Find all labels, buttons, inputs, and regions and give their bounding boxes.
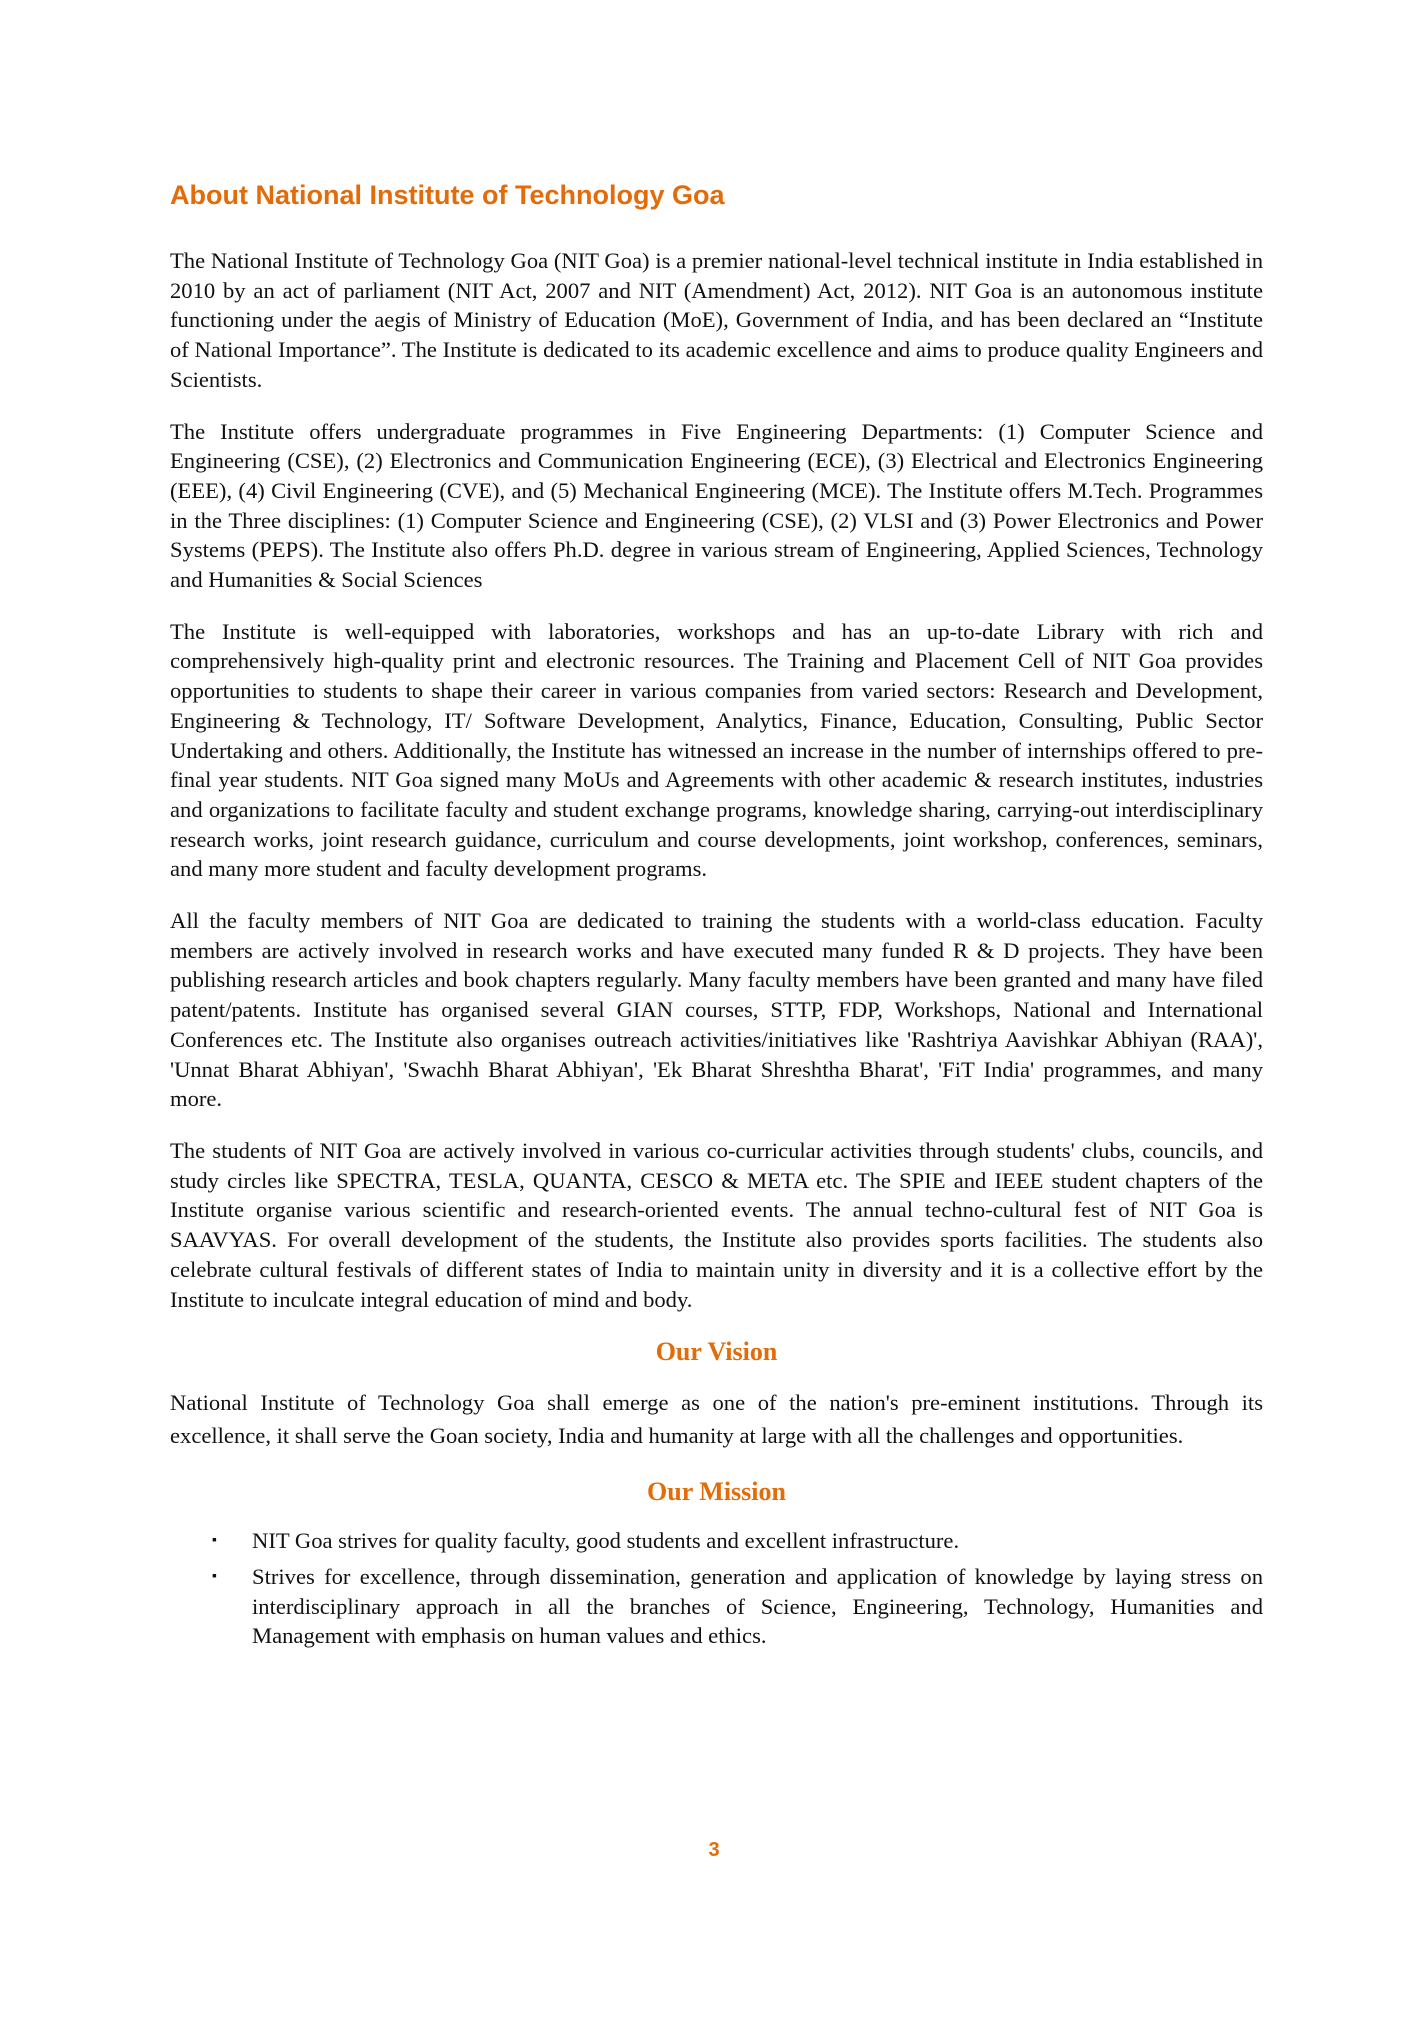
faculty-paragraph: All the faculty members of NIT Goa are dedicated to training the students with a world-class education. Faculty members are actively involved in research works and have executed many funded R & D projects. They have been publishing research articles and book chapters regularly. Many faculty members have been granted and many have filed patent/patents. Institute has organised several GIAN courses, STTP, FDP, Workshops, National and International Conferences etc. The Institute also organises outreach activities/initiatives like 'Rashtriya Aavishkar Abhiyan (RAA)', 'Unnat Bharat Abhiyan', 'Swachh Bharat Abhiyan', 'Ek Bharat Shreshtha Bharat', 'FiT India' programmes, and many more. [170, 908, 1263, 1112]
vision-text: National Institute of Technology Goa shall emerge as one of the nation's pre-eminent institutions. Through its excellence, it shall serve the Goan society, India and humanity at large with all the challenges and opportunities. [170, 1390, 1263, 1449]
facilities-paragraph: The Institute is well-equipped with laboratories, workshops and has an up-to-date Library with rich and comprehensively high-quality print and electronic resources. The Training and Placement Cell of NIT Goa provides opportunities to students to shape their career in various companies from varied sectors: Research and Development, Engineering & Technology, IT/ Software Development, Analytics, Finance, Education, Consulting, Public Sector Undertaking and others. Additionally, the Institute has witnessed an increase in the number of internships offered to pre-final year students. NIT Goa signed many MoUs and Agreements with other academic & research institutes, industries and organizations to facilitate faculty and student exchange programs, knowledge sharing, carrying-out interdisciplinary research works, joint research guidance, curriculum and course developments, joint workshop, conferences, seminars, and many more student and faculty development programs. [170, 618, 1263, 882]
programmes-paragraph: The Institute offers undergraduate programmes in Five Engineering Departments: (1) Computer Science and Engineering (CSE), (2) Electronics and Communication Engineering (ECE), (3) Electrical and Electronics Engineering (EEE), (4) Civil Engineering (CVE), and (5) Mechanical Engineering (MCE). The Institute offers M.Tech. Programmes in the Three disciplines: (1) Computer Science and Engineering (CSE), (2) VLSI and (3) Power Electronics and Power Systems (PEPS). The Institute also offers Ph.D. degree in various stream of Engineering, Applied Sciences, Technology and Humanities & Social Sciences [170, 418, 1263, 593]
page-title: About National Institute of Technology Goa [170, 180, 725, 210]
mission-heading: Our Mission [647, 1477, 786, 1507]
mission-item-text: Strives for excellence, through dissemination, generation and application of knowledge by laying stress on interdisciplinary approach in all the branches of Science, Engineering, Technology, Humanities and Management with emphasis on human values and ethics. [252, 1563, 1263, 1649]
mission-list [170, 1526, 1263, 1651]
students-paragraph: The students of NIT Goa are actively involved in various co-curricular activities through students' clubs, councils, and study circles like SPECTRA, TESLA, QUANTA, CESCO & META etc. The SPIE and IEEE student chapters of the Institute organise various scientific and research-oriented events. The annual techno-cultural fest of NIT Goa is SAAVYAS. For overall development of the students, the Institute also provides sports facilities. The students also celebrate cultural festivals of different states of India to maintain unity in diversity and it is a collective effort by the Institute to inculcate integral education of mind and body. [170, 1137, 1263, 1312]
page-number: 3 [708, 1839, 720, 1861]
vision-heading: Our Vision [655, 1337, 778, 1367]
page-content [170, 178, 1263, 1657]
square-bullet-icon: ▪ [212, 1568, 217, 1584]
mission-item [212, 1526, 1263, 1556]
square-bullet-icon: ▪ [212, 1533, 217, 1549]
intro-paragraph: The National Institute of Technology Goa (NIT Goa) is a premier national-level technical institute in India established in 2010 by an act of parliament (NIT Act, 2007 and NIT (Amendment) Act, 2012). NIT Goa is an autonomous institute functioning under the aegis of Ministry of Education (MoE), Government of India, and has been declared an “Institute of National Importance”. The Institute is dedicated to its academic excellence and aims to produce quality Engineers and Scientists. [170, 248, 1263, 392]
mission-item [212, 1562, 1263, 1651]
mission-item-text: NIT Goa strives for quality faculty, good students and excellent infrastructure. [252, 1528, 960, 1554]
